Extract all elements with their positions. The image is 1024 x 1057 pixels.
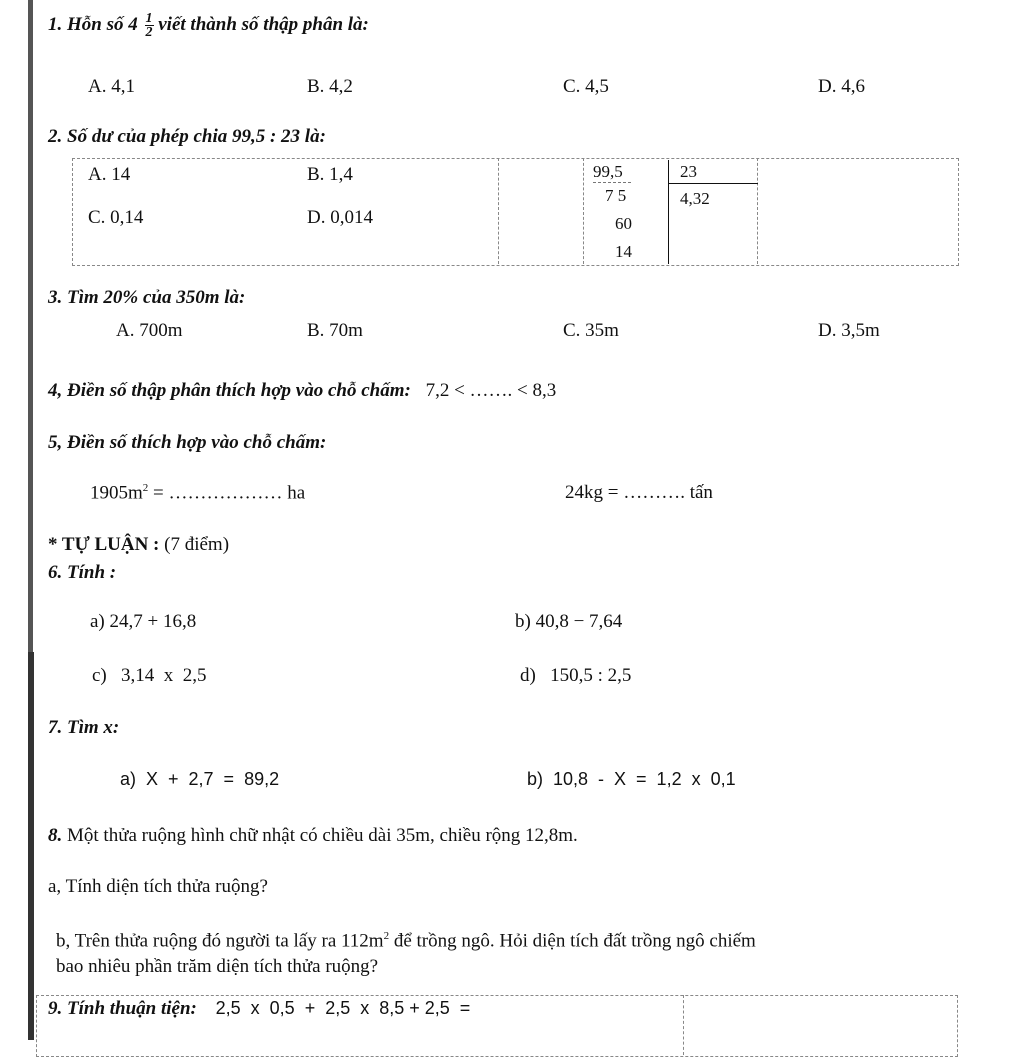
left-margin-bar-thick bbox=[28, 652, 34, 1040]
q8-number: 8. bbox=[48, 825, 63, 846]
division-dividend: 99,5 bbox=[593, 162, 631, 183]
q3-option-a[interactable]: A. 700m bbox=[116, 320, 183, 341]
q3-option-b[interactable]: B. 70m bbox=[307, 320, 363, 341]
division-quotient: 4,32 bbox=[680, 189, 710, 208]
q1-title bbox=[48, 12, 369, 39]
q2-option-a[interactable]: A. 14 bbox=[88, 164, 131, 185]
q3-option-c[interactable]: C. 35m bbox=[563, 320, 619, 341]
q8-text: Một thửa ruộng hình chữ nhật có chiều dài 35m, chiều rộng 12,8m. bbox=[67, 825, 578, 846]
q9-expression: 2,5 x 0,5 + 2,5 x 8,5 + 2,5 = bbox=[215, 998, 471, 1018]
q1-fraction bbox=[145, 12, 154, 39]
q7-item-b: b) 10,8 - X = 1,2 x 0,1 bbox=[527, 769, 736, 789]
q6-item-b: b) 40,8 − 7,64 bbox=[515, 611, 623, 632]
q5-left-value: 1905m bbox=[90, 482, 143, 504]
q6-item-d: d) 150,5 : 2,5 bbox=[520, 665, 632, 686]
q1-option-c[interactable]: C. 4,5 bbox=[563, 76, 609, 97]
division-vertical-line bbox=[668, 160, 669, 264]
q8-part-a: a, Tính diện tích thửa ruộng? bbox=[48, 876, 268, 897]
q8-part-b-line1 bbox=[56, 930, 756, 952]
q2-title: 2. Số dư của phép chia 99,5 : 23 là: bbox=[48, 126, 326, 147]
q5-left-exp: 2 bbox=[142, 482, 149, 494]
q1-option-d[interactable]: D. 4,6 bbox=[818, 76, 865, 97]
q1-title-prefix: 1. Hỗn số 4 bbox=[48, 13, 138, 35]
q7-item-a: a) X + 2,7 = 89,2 bbox=[120, 769, 280, 789]
q2-box-divider-1 bbox=[498, 158, 584, 264]
q7-title: 7. Tìm x: bbox=[48, 717, 120, 738]
essay-points: (7 điểm) bbox=[164, 534, 230, 555]
q5-right: 24kg = ………. tấn bbox=[565, 482, 713, 503]
q9-box-divider bbox=[683, 995, 684, 1055]
q2-option-d[interactable]: D. 0,014 bbox=[307, 207, 373, 228]
q2-option-b[interactable]: B. 1,4 bbox=[307, 164, 353, 185]
q6-item-a: a) 24,7 + 16,8 bbox=[90, 611, 197, 632]
q3-title: 3. Tìm 20% của 350m là: bbox=[48, 287, 246, 308]
division-step-3: 14 bbox=[615, 242, 632, 261]
q6-item-c: c) 3,14 x 2,5 bbox=[92, 665, 207, 686]
q9-title: 9. Tính thuận tiện: bbox=[48, 998, 197, 1019]
q5-title: 5, Điền số thích hợp vào chỗ chấm: bbox=[48, 432, 327, 453]
q1-frac-den: 2 bbox=[145, 25, 153, 40]
essay-header bbox=[48, 534, 229, 556]
q8-title bbox=[48, 825, 578, 847]
q1-option-a[interactable]: A. 4,1 bbox=[88, 76, 135, 97]
q2-option-c[interactable]: C. 0,14 bbox=[88, 207, 144, 228]
essay-header-label: * TỰ LUẬN : bbox=[48, 534, 160, 555]
q8-part-b-text1: b, Trên thửa ruộng đó người ta lấy ra 112m bbox=[56, 930, 384, 952]
division-step-2: 60 bbox=[615, 214, 632, 233]
q1-title-suffix: viết thành số thập phân là: bbox=[158, 13, 369, 35]
q9-line bbox=[48, 998, 470, 1020]
q4-title: 4, Điền số thập phân thích hợp vào chỗ chấm: bbox=[48, 380, 411, 401]
division-horizontal-line bbox=[668, 183, 758, 184]
q6-title: 6. Tính : bbox=[48, 562, 117, 583]
q8-part-b-line2: bao nhiêu phần trăm diện tích thửa ruộng? bbox=[56, 956, 379, 977]
q4-line bbox=[48, 380, 556, 402]
q4-expression: 7,2 < ……. < 8,3 bbox=[425, 380, 557, 401]
division-divisor: 23 bbox=[680, 162, 697, 181]
q3-option-d[interactable]: D. 3,5m bbox=[818, 320, 880, 341]
q1-frac-num: 1 bbox=[145, 11, 153, 26]
q8-part-b-exp: 2 bbox=[383, 930, 390, 942]
q5-left-rest: = ……………… ha bbox=[148, 482, 306, 504]
q5-left bbox=[90, 482, 305, 504]
q2-box-divider-2 bbox=[757, 158, 758, 264]
division-step-1: 7 5 bbox=[605, 186, 627, 205]
q8-part-b-text2: để trồng ngô. Hỏi diện tích đất trồng ngô chiếm bbox=[389, 930, 756, 952]
q1-option-b[interactable]: B. 4,2 bbox=[307, 76, 353, 97]
